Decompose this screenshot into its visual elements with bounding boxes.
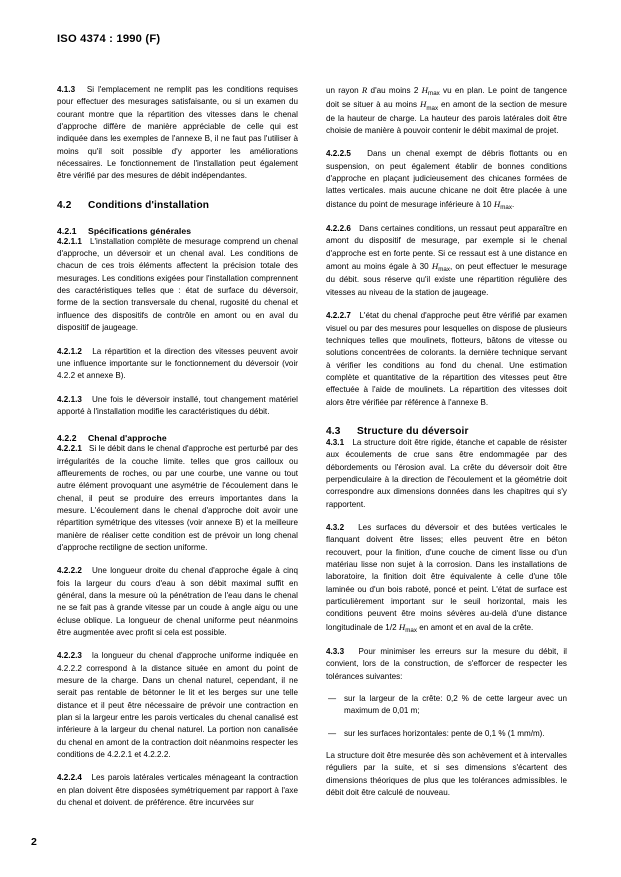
subscript-max: max [405,626,417,634]
clause-4-2-2-6 [326,223,567,299]
clause-text: Pour minimiser les erreurs sur la mesure du débit, il convient, lors de la construction, de s'efforcer de respecter les tolérances suivantes: [326,647,567,681]
heading-4-2-1 [57,226,298,236]
text-fragment: en amont de la section de mesure de la hauteur de charge. La hauteur des parois latérales doit être choisie de manière à pouvoir contenir le débit maximal de projet. [326,100,568,136]
tolerance-bullet-horizontal-surfaces [326,728,567,740]
variable-R: R [361,85,368,95]
right-column [326,84,567,821]
clause-text: la longueur du chenal d'approche uniforme indiquée en 4.2.2.2 correspond à la distance située en amont du point de mesure de la charge. Dans un chenal naturel, cependant, il ne serait pas rentable de bétonner le lit et les berges sur une telle distance et il peut être nécessaire de prévoir une contraction en plan si la largeur entre les parois verticales du chenal canalisé est inférieure à la largeur du chenal naturel. La portion non canalisée du chenal en amont de la contraction doit néanmoins respecter les conditions de 4.2.2.1 et 4.2.2.2. [57,651,298,760]
subscript-max: max [438,266,450,274]
clause-text: Les surfaces du déversoir et des butées verticales le flanquant doivent être lisses; elles peuvent être en béton recouvert, pour la finition, d'une couche de ciment lisse ou d'un matériau lisse non sujet à la corrosion. Dans les installations de laboratoire, la finition doit être équivalente à celle d'une tôle laminée ou d'un bois raboté, poncé et peint. L'état de surface est particulièrement important sur le seuil horizontal, mais les conditions peuvent être moins sévères au-delà d'une distance longitudinale de 1/2 [326,522,567,632]
text-fragment: en amont et en aval de la crête. [417,622,534,632]
left-column [57,84,298,821]
clause-text: Les parois latérales verticales ménageant la contraction en plan doivent être disposées symétriquement par rapport à l'axe du chenal et doivent. de préférence. être incurvées sur [57,773,298,808]
tolerance-bullet-crest-width [326,693,567,718]
text-fragment: un rayon [326,86,362,95]
clause-number: 4.3.3 [326,647,345,657]
clause-number: 4.2.2.2 [57,566,82,576]
clause-text: L'état du chenal d'approche peut être vérifié par examen visuel ou par des mesures pour lesquelles on dispose de plusieurs techniques telles que moulinets, flotteurs, bâtons de vitesse ou solutions concentrées de colorants. la dernière technique servant à vérifier les conditions au fond du chenal. Une estimation complète et quantitative de la répartition des vitesses peut être effectuée à l'aide de moulinets. La répartition des vitesses doit alors être vérifiée par référence à l'annexe B. [326,311,567,407]
clause-text: Une fois le déversoir installé, tout changement matériel apporté à l'installation modifie les caractéristiques du débit. [57,394,298,416]
clause-number: 4.2.2.3 [57,651,82,661]
clause-number: 4.2.2.1 [57,444,82,454]
clause-number: 4.3.1 [326,437,345,447]
heading-4-3 [326,426,567,437]
variable-H: H [421,85,429,95]
clause-number: 4.1.3 [57,85,76,94]
clause-4-2-1-1 [57,236,298,335]
heading-number: 4.3 [326,425,341,437]
clause-text: La répartition et la direction des vitesses peuvent avoir une influence importante sur le fonctionnement du déversoir (voir 4.2.2 et annexe B). [57,346,298,381]
clause-4-2-2-3 [57,650,298,761]
clause-4-1-3 [57,84,298,183]
clause-number: 4.2.1.2 [57,346,82,356]
dash-marker: — [328,694,337,704]
variable-H: H [419,99,427,110]
clause-number: 4.2.2.5 [326,149,351,159]
clause-4-2-2-2 [57,565,298,639]
text-fragment: , on peut effectuer le mesurage du débit. sous réserve qu'il existe une répartition régulière des vitesses au niveau de la station de jaugeage. [326,262,567,297]
page-number: 2 [31,836,37,848]
clause-4-2-2-7 [326,310,567,409]
variable-H: H [431,261,439,272]
clause-text: L'installation complète de mesurage comprend un chenal d'approche, un déversoir et un chenal aval. Les conditions de chacun de ces trois éléments affectent la précision totale des mesurages. Les conditions exigées pour l'installation comprennent des caractéristiques telles que : état de surface du déversoir, forme de la section transversale du chenal, rugosité du chenal et influence des dispositifs de contrôle en amont ou en aval du dispositif de jaugeage. [57,236,298,333]
clause-text: Si l'emplacement ne remplit pas les conditions requises pour effectuer des mesurages satisfaisante, ou si un examen du courant montre que la répartition des vitesses dans le chenal d'approche diffère de manière appréciable de celle qui est indiquée dans les exemples de l'annexe B, il ne faut pas l'utiliser à moins qu'il soit possible d'y apporter les améliorations nécessaires. Le fonctionnement de l'installation peut également être vérifié par des mesures de débit indépendantes. [57,85,298,181]
clause-text: Dans certaines conditions, un ressaut peut apparaître en amont du dispositif de mesurage, par exemple si le chenal d'approche est en forte pente. Si ce ressaut est à une distance en amont au moins égale à 30 [326,224,567,272]
heading-4-2-2 [57,433,298,443]
clause-number: 4.2.1.1 [57,236,82,246]
clause-4-3-1 [326,437,567,511]
clause-number: 4.2.2.7 [326,311,351,321]
clause-text: Dans un chenal exempt de débris flottants ou en suspension, on peut également établir de bonnes conditions d'approche en plaçant judicieusement des chicanes formées de lattes verticales. mais aucune chicane ne doit être placée à une distance du point de mesurage inférieure à 10 [326,149,567,209]
heading-title: Conditions d'installation [88,199,210,211]
variable-H: H [398,621,406,632]
heading-number: 4.2.2 [57,433,77,444]
subscript-max: max [428,90,440,98]
clause-text: La structure doit être rigide, étanche et capable de résister aux écoulements de crue sans être endommagée par des débordements ou l'érosion aval. La crête du déversoir doit être perpendiculaire à la direction de l'écoulement et la géométrie doit correspondre aux dimensions données dans les chapitres qui s'y rapportent. [326,437,567,509]
heading-title: Chenal d'approche [88,433,167,444]
text-fragment: . [511,199,515,209]
heading-title: Structure du déversoir [357,425,469,437]
document-header: ISO 4374 : 1990 (F) [57,33,161,45]
clause-number: 4.2.2.4 [57,773,82,783]
clause-4-2-1-2 [57,346,298,383]
clause-text: Une longueur droite du chenal d'approche égale à cinq fois la largeur du cours d'eau à son débit maximal suffit en général, dans la mesure où la pénétration de l'eau dans le chenal ne se fait pas à grande vitesse par un coude à angle aigu ou une écluse oblique. La longueur de chenal uniforme peut néanmoins être augmentée avec profit si cela est possible. [57,566,299,638]
clause-4-3-2 [326,522,567,635]
clause-number: 4.2.2.6 [326,224,351,234]
variable-H: H [493,198,501,209]
subscript-max: max [426,104,439,112]
clause-4-3-3 [326,646,567,683]
text-fragment: vu en plan. Le point de tangence doit se situer à au moins [326,86,567,110]
final-paragraph: La structure doit être mesurée dès son achèvement et à intervalles réguliers par la suite, et si ses dimensions s'écartent des dimensions théoriques de plus que les tolérances admissibles. le débit doit être calculé de nouveau. [326,751,567,798]
continued-paragraph [326,84,567,137]
heading-4-2 [57,200,298,211]
clause-4-2-2-1 [57,443,298,554]
clause-4-2-2-5 [326,148,567,212]
heading-number: 4.2 [57,199,72,211]
dash-marker: — [328,728,337,738]
clause-text: Si le débit dans le chenal d'approche est perturbé par des irrégularités de la couche limite. telles que gros cailloux ou affleurements de roches, ou par une courbe, une vanne ou tout autre élément provoquant une asymétrie de l'écoulement dans le chenal, il peut se produire des erreurs importantes dans la mesure. L'écoulement dans le chenal d'approche doit avoir une répartition symétrique des vitesses (voir annexe B) et la meilleure manière de réaliser cette condition est de prévoir un long chenal d'approche rectiligne de section uniforme. [57,444,298,552]
clause-number: 4.2.1.3 [57,394,82,404]
heading-number: 4.2.1 [57,225,77,236]
subscript-max: max [500,203,512,211]
heading-title: Spécifications générales [88,225,192,236]
bullet-text: sur les surfaces horizontales: pente de 0,1 % (1 mm/m). [344,728,545,738]
two-column-body [57,84,567,821]
clause-number: 4.3.2 [326,522,345,532]
bullet-text: sur la largeur de la crête: 0,2 % de cette largeur avec un maximum de 0,01 m; [344,694,567,716]
text-fragment: d'au moins 2 [367,86,422,95]
clause-4-2-1-3 [57,394,298,419]
clause-4-2-2-4 [57,772,298,809]
